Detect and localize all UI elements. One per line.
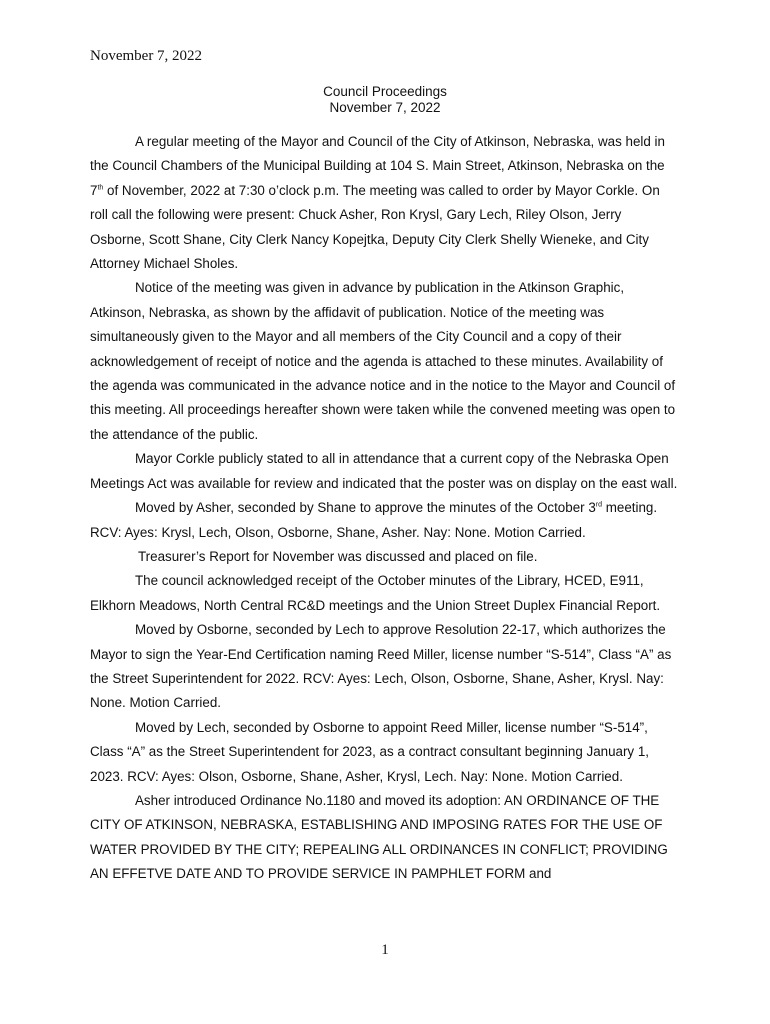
paragraph-acknowledged-receipt: The council acknowledged receipt of the October minutes of the Library, HCED, E911, Elkhorn Meadows, North Central RC&D meetings and the Union Street Duplex Financial Report.	[90, 573, 661, 613]
paragraph-notice: Notice of the meeting was given in advance by publication in the Atkinson Graphic, Atkinson, Nebraska, as shown by the affidavit of publication. Notice of the meeting was simultaneously given to the Mayor and all members of the City Council and a copy of their acknowledgement of receipt of notice and the agenda is attached to these minutes. Availability of the agenda was communicated in the advance notice and in the notice to the Mayor and Council of this meeting. All proceedings hereafter shown were taken while the convened meeting was open to the attendance of the public.	[90, 280, 676, 442]
header-date: November 7, 2022	[90, 48, 203, 64]
paragraph-call-to-order: A regular meeting of the Mayor and Council of the City of Atkinson, Nebraska, was held in the Council Chambers of the Municipal Building at 104 S. Main Street, Atkinson, Nebraska on the 7th of November, 2022 at 7:30 o’clock p.m. The meeting was called to order by Mayor Corkle. On roll call the following were present: Chuck Asher, Ron Krysl, Gary Lech, Riley Olson, Jerry Osborne, Scott Shane, City Clerk Nancy Kopejtka, Deputy City Clerk Shelly Wieneke, and City Attorney Michael Sholes.	[90, 134, 665, 272]
document-body	[90, 130, 680, 887]
title-line-1: Council Proceedings	[323, 84, 447, 99]
paragraph-street-superintendent: Moved by Lech, seconded by Osborne to appoint Reed Miller, license number “S-514”, Class “A” as the Street Superintendent for 2023, as a contract consultant beginning January 1, 2023. RCV: Ayes: Olson, Osborne, Shane, Asher, Krysl, Lech. Nay: None. Motion Carried.	[90, 719, 650, 784]
page-number: 1	[381, 942, 389, 958]
document-title	[0, 84, 770, 116]
title-line-2: November 7, 2022	[329, 100, 441, 115]
paragraph-open-meetings-act: Mayor Corkle publicly stated to all in attendance that a current copy of the Nebraska Open Meetings Act was available for review and indicated that the poster was on display on the east wall.	[90, 451, 678, 491]
paragraph-minutes-approval: Moved by Asher, seconded by Shane to approve the minutes of the October 3rd meeting. RCV: Ayes: Krysl, Lech, Olson, Osborne, Shane, Asher. Nay: None. Motion Carried.	[90, 500, 658, 540]
paragraph-treasurer-report: Treasurer’s Report for November was discussed and placed on file.	[138, 548, 538, 564]
paragraph-ordinance-1180: Asher introduced Ordinance No.1180 and moved its adoption: AN ORDINANCE OF THE CITY OF ATKINSON, NEBRASKA, ESTABLISHING AND IMPOSING RATES FOR THE USE OF WATER PROVIDED BY THE CITY; REPEALING ALL ORDINANCES IN CONFLICT; PROVIDING AN EFFETVE DATE AND TO PROVIDE SERVICE IN PAMPHLET FORM and	[90, 792, 668, 882]
paragraph-resolution-22-17: Moved by Osborne, seconded by Lech to approve Resolution 22-17, which authorizes the Mayor to sign the Year-End Certification naming Reed Miller, license number “S-514”, Class “A” as the Street Superintendent for 2022. RCV: Ayes: Lech, Olson, Osborne, Shane, Asher, Krysl. Nay: None. Motion Carried.	[90, 622, 672, 711]
